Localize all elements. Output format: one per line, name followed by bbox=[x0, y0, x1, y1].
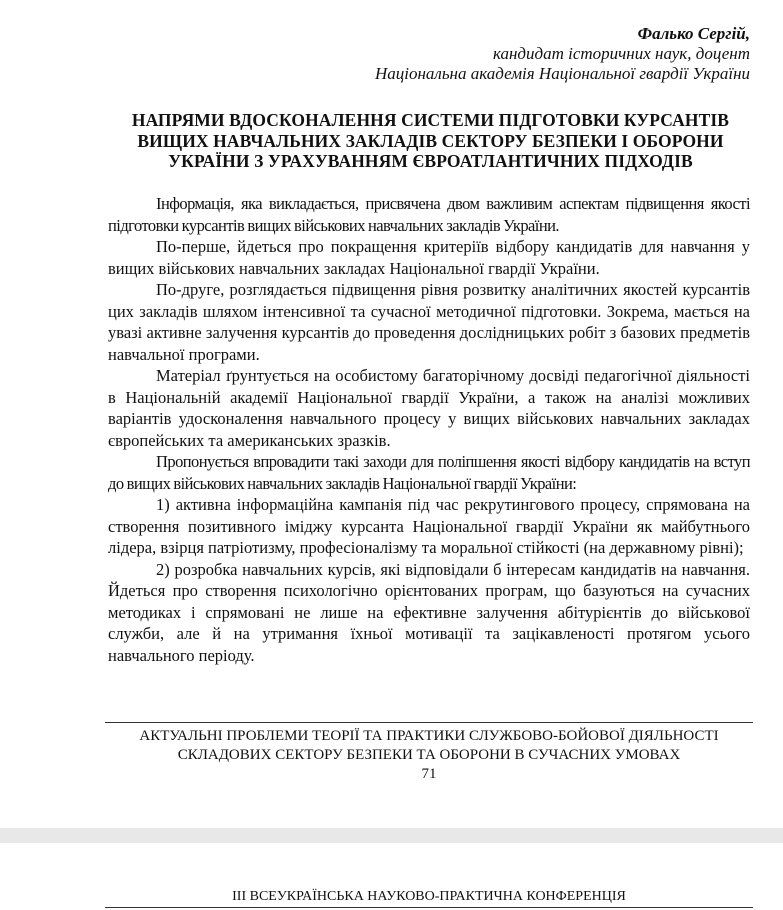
page-footer bbox=[105, 722, 753, 784]
list-item: 2) розробка навчальних курсів, які відповідали б інтересам кандидатів на навчання. Йдеться про створення психологічно орієнтованих програм, що базуються на сучасних методиках і спрямовані не лише на ефективне залучення абітурієнтів до військової служби, але й на утримання їхньої мотивації та зацікавленості протягом усього навчального періоду. bbox=[108, 559, 750, 665]
article-title: НАПРЯМИ ВДОСКОНАЛЕННЯ СИСТЕМИ ПІДГОТОВКИ КУРСАНТІВ ВИЩИХ НАВЧАЛЬНИХ ЗАКЛАДІВ СЕКТОРУ БЕЗПЕКИ І ОБОРОНИ УКРАЇНИ З УРАХУВАННЯМ ЄВРОАТЛАНТИЧНИХ ПІДХОДІВ bbox=[131, 110, 730, 171]
paragraph: Інформація, яка викладається, присвячена двом важливим аспектам підвищення якості підготовки курсантів вищих військових навчальних закладів України. bbox=[108, 194, 750, 235]
paragraph: По-друге, розглядається підвищення рівня розвитку аналітичних якостей курсантів цих закладів шляхом інтенсивної та сучасної методичної підготовки. Зокрема, мається на увазі активне залучення курсантів до проведення дослідницьких робіт з базових предметів навчальної програми. bbox=[108, 280, 750, 364]
paragraph: Пропонується впровадити такі заходи для поліпшення якості відбору кандидатів на вступ до вищих військових навчальних закладів Національної гвардії України: bbox=[108, 452, 750, 493]
paragraph: Матеріал ґрунтується на особистому багаторічному досвіді педагогічної діяльності в Національній академії Національної гвардії України, а також на аналізі можливих варіантів удосконалення навчального процесу у вищих військових навчальних закладах європейських та американських зразків. bbox=[108, 366, 750, 450]
footer-line-2: СКЛАДОВИХ СЕКТОРУ БЕЗПЕКИ ТА ОБОРОНИ В СУЧАСНИХ УМОВАХ bbox=[177, 747, 681, 763]
article-body bbox=[108, 193, 750, 666]
author-degree: кандидат історичних наук, доцент bbox=[492, 44, 750, 63]
paragraph: По-перше, йдеться про покращення критеріїв відбору кандидатів для навчання у вищих військових навчальних закладах Національної гвардії України. bbox=[108, 237, 750, 278]
footer-line-1: АКТУАЛЬНІ ПРОБЛЕМИ ТЕОРІЇ ТА ПРАКТИКИ СЛУЖБОВО-БОЙОВОЇ ДІЯЛЬНОСТІ bbox=[139, 728, 719, 744]
list-item: 1) активна інформаційна кампанія під час рекрутингового процесу, спрямована на створення позитивного іміджу курсанта Національної гвардії України як майбутнього лідера, взірця патріотизму, професіоналізму та моральної стійкості (на державному рівні); bbox=[108, 495, 750, 557]
author-block bbox=[375, 24, 750, 84]
author-name: Фалько Сергій, bbox=[637, 24, 750, 43]
page-number: 71 bbox=[421, 766, 437, 782]
author-affiliation: Національна академія Національної гвардії України bbox=[374, 64, 750, 83]
next-page-header: ІІІ ВСЕУКРАЇНСЬКА НАУКОВО-ПРАКТИЧНА КОНФЕРЕНЦІЯ bbox=[105, 888, 753, 908]
next-document-page bbox=[0, 843, 783, 910]
cropped-previous-text bbox=[108, 0, 753, 4]
